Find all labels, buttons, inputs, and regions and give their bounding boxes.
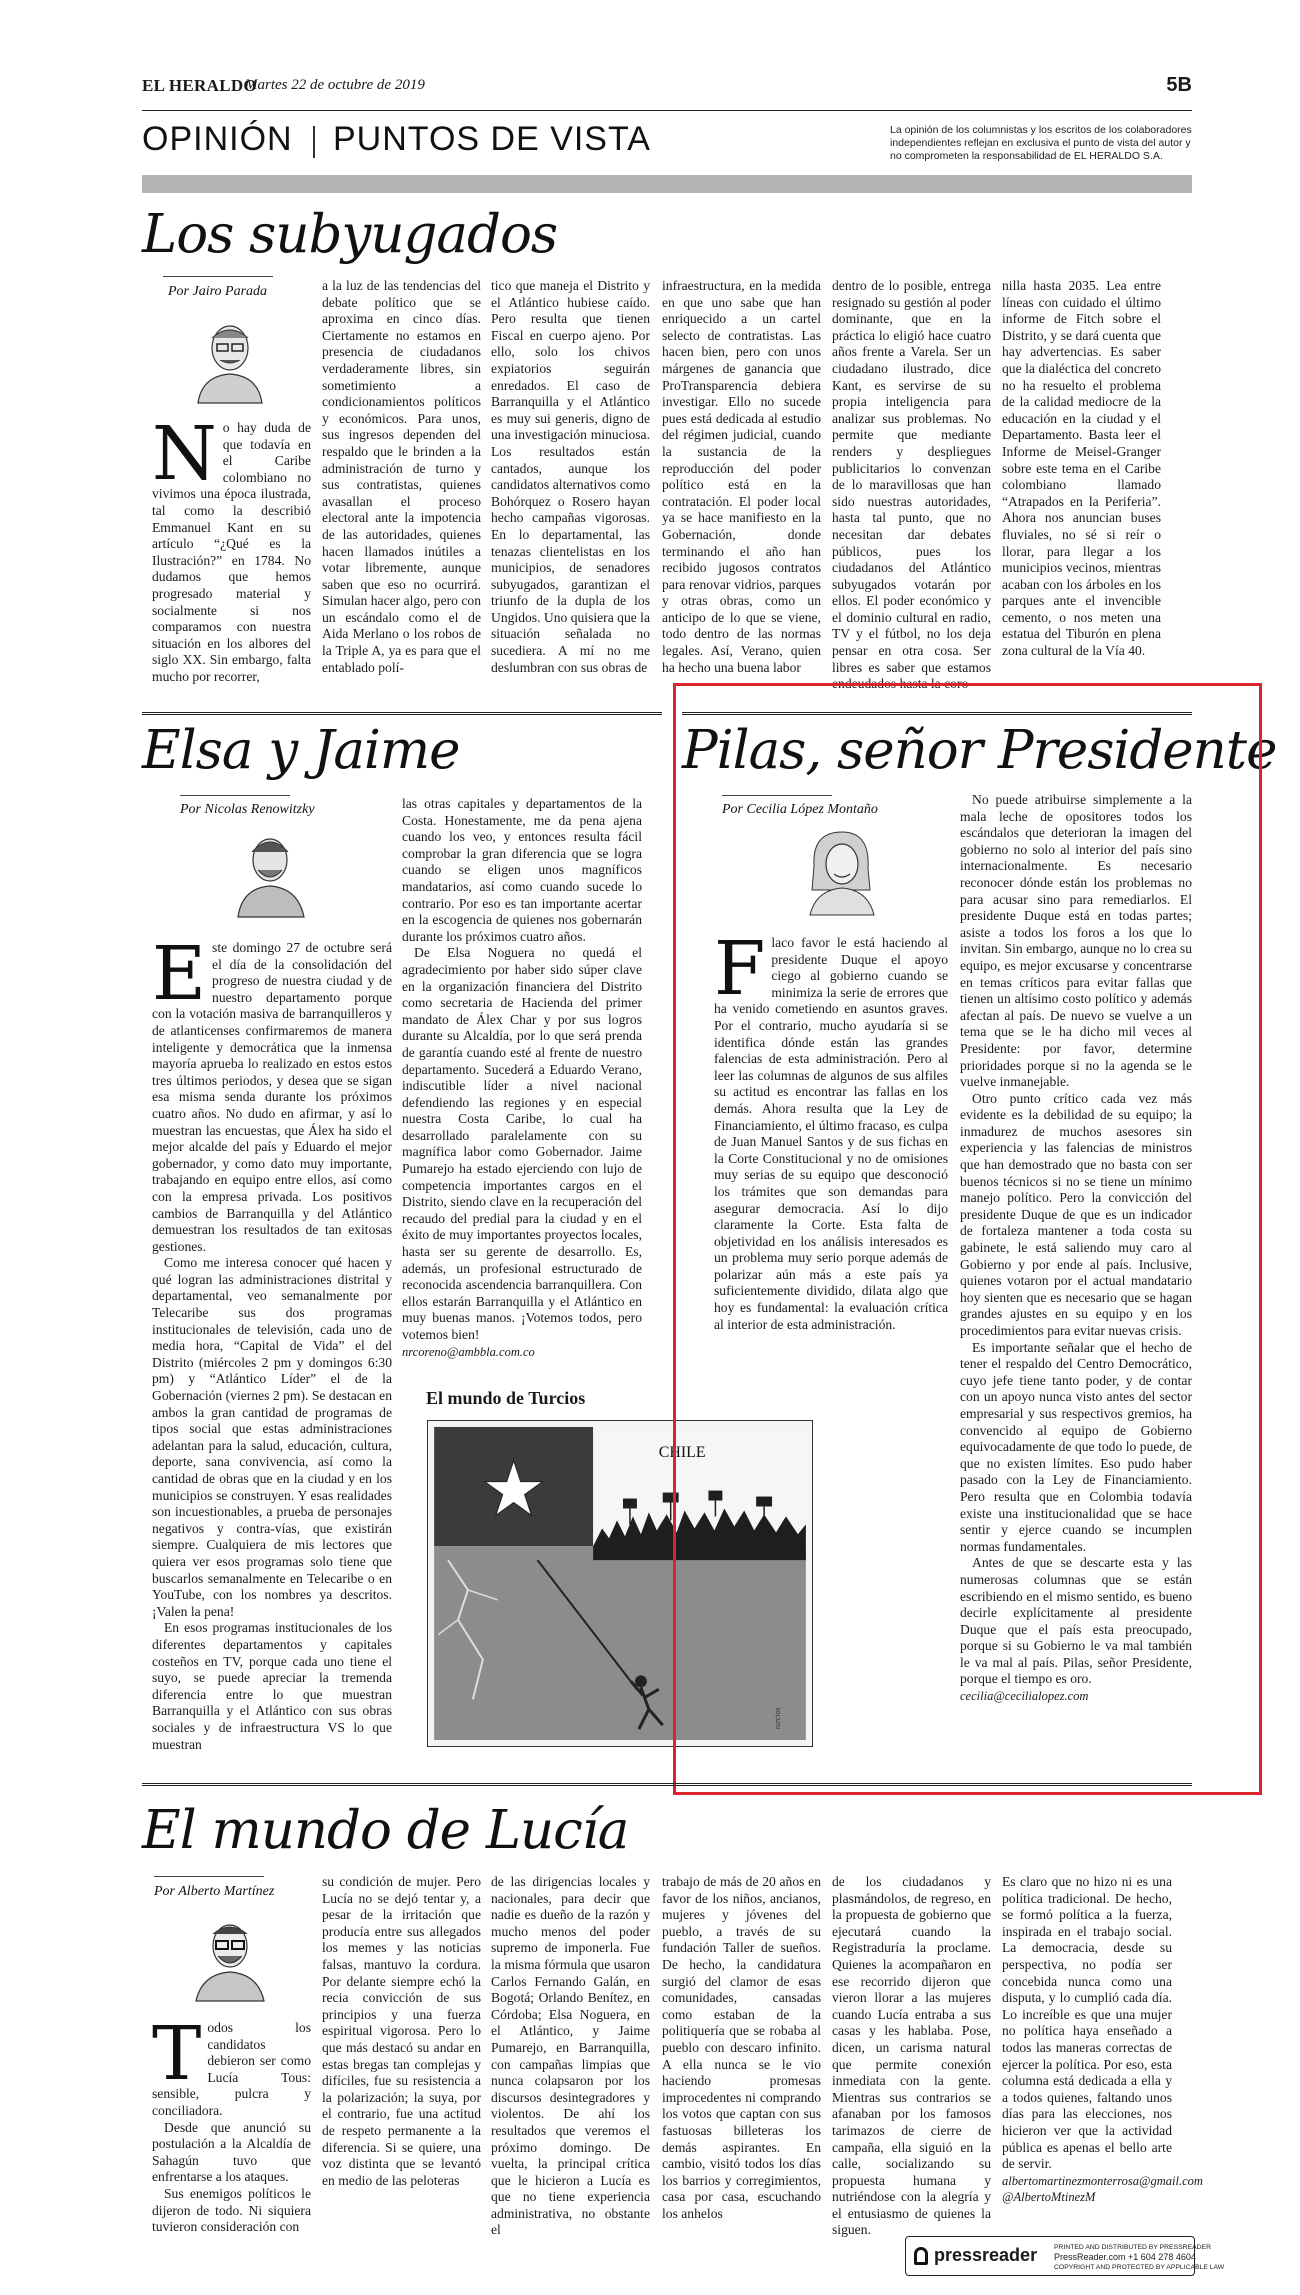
article-byline: Por Nicolas Renowitzky: [180, 802, 315, 817]
article-text-column: [1002, 278, 1161, 710]
paragraph-text: nilla hasta 2035. Lea entre líneas con cuidado el último informe de Fitch sobre el Distrito, y se dará cuenta que hay advertencias. Es saber que la dialéctica del concreto no ha resuelto el problema de la calidad mediocre de la educación en la ciudad y el Departamento. Basta leer el Informe de Meisel-Granger sobre este tema en el Caribe colombiano llamado “Atrapados en la Periferia”. Ahora nos anuncian buses fluviales, no sé si reír o llorar, para llegar a los municipios vecinos, mientras acaban con los árboles en los parques ante el invencible cemento, o nos meten una estatua del Tiburón en plena zona cultural de la Vía 40.: [1002, 278, 1161, 659]
paragraph-text: De Elsa Noguera no quedá el agradecimiento por haber sido súper clave en la organización financiera del Distrito como secretaria de Hacienda del primer mandato de Álex Char y por sus logros durante su Alcaldía, por lo que será prenda de garantía cuando esté al frente de nuestro departamento. Sucederá a Eduardo Verano, indiscutible líder a nivel nacional defendiendo las regiones y en especial nuestra Costa Caribe, lo cual ha desarrollado paralelamente con su magnífica labor como Gobernador. Jaime Pumarejo ha estado ejerciendo con lujo de competencia importantes cargos en el Distrito, siendo clave en la recuperación del recaudo del predial para la ciudad y en el éxito de muy importantes proyectos locales, hasta ser su gerente de desarrollo. Es, además, un profesional estructurado de reconocida ascendencia barranquillera. Con ellos estarán Barranquilla y el Atlántico en muy buenas manos. ¡Votemos todos, pero votemos bien!: [402, 945, 642, 1342]
article-headline-elsa-y-jaime: Elsa y Jaime: [142, 720, 460, 781]
byline-rule: [180, 795, 290, 796]
pressreader-logo-icon: [914, 2247, 928, 2265]
drop-cap: T: [152, 2011, 202, 2097]
article-text-column: [322, 1874, 481, 2278]
author-portrait-nicolas-renowitzky: [222, 822, 322, 917]
article-divider: [142, 1783, 1192, 1786]
article-headline-pilas-senor-presidente: Pilas, señor Presidente: [682, 720, 1277, 781]
article-text-column: [152, 411, 311, 710]
byline-rule: [154, 1876, 264, 1877]
paragraph-text: Otro punto crítico cada vez más evidente es la debilidad de su equipo; la inmadurez de muchos asesores sin experiencia y las falencias de ministros que han demostrado que no basta con ser buenos técnicos si no se tiene un mínimo manejo político. Pero la convicción del presidente Duque de que es un indicador de fortaleza mantener a toda costa su gabinete, le está saliendo muy caro al Gobierno y por ende al país. Inclusive, quienes votaron por el actual mandatario hoy sienten que es necesario que se hagan grandes ajustes en su equipo y en los procedimientos para evitar nuevas crisis.: [960, 1090, 1192, 1338]
paragraph-text: Como me interesa conocer qué hacen y qué logran las administraciones distrital y departamental, veo semanalmente por Telecaribe sus dos programas institucionales de televisión, cada uno de media hora, “Capital de Vida” el del Distrito (miércoles 2 pm y domingos 6:30 pm) y “Atlántico Líder” el de la Gobernación (viernes 2 pm). Se destacan en ambos la gran cantidad de programas de tipos social que estas administraciones adelantan para la salud, educación, cultura, deporte, sana convivencia, así como la cantidad de obras que en la ciudad y en los municipios se construyen. Y esas realidades son incuestionables, a prueba de personajes negativos y contra-vías, que existirán siempre. Cualquiera de mis lectores que quiera ver esos programas solo tiene que buscarlos semanalmente en Telecaribe o en YouTube, con los nombres ya descritos. ¡Valen la pena!: [152, 1255, 392, 1619]
article-headline-los-subyugados: Los subyugados: [142, 204, 558, 265]
pressreader-line2: PressReader.com +1 604 278 4604: [1054, 2252, 1196, 2262]
paragraph-text: Es claro que no hizo ni es una política tradicional. De hecho, se formó política a la fuerza, inspirada en el trabajo social. La democracia, desde su perspectiva, no podía ser concebida nunca como una disputa, y lo cumplió cada día. Lo increíble es que una mujer no política haya enseñado a todos las maneras correctas de ejercer la política. Por eso, esta columna está dedicada a ella y a todos quienes, faltando unos días para las elecciones, nos hicieron ver que la actividad pública es apenas el bello arte de servir.: [1002, 1874, 1172, 2172]
paragraph-text: Antes de que se descarte esta y las numerosas columnas que se están escribiendo en el mismo sentido, es bueno decirle explícitamente al presidente Duque que el país esta preocupado, porque si su Gobierno le va mal también le va mal al país. Pilas, señor Presidente, porque el tiempo es oro.: [960, 1555, 1192, 1687]
article-text-column: [832, 278, 991, 710]
author-portrait-alberto-martinez: [180, 1906, 280, 2001]
pressreader-brand: pressreader: [934, 2245, 1038, 2265]
masthead-rule: [142, 110, 1192, 111]
cartoon-title: El mundo de Turcios: [426, 1388, 586, 1408]
pressreader-line3: COPYRIGHT AND PROTECTED BY APPLICABLE LAW: [1054, 2264, 1225, 2271]
pressreader-badge[interactable]: [905, 2236, 1225, 2276]
drop-cap: E: [152, 931, 207, 1017]
paragraph-text: Es importante señalar que el hecho de tener el respaldo del Centro Democrático, cuyo jefe tiene tanto poder, y de contar con un apoyo nunca visto antes del sector empresarial y sus respectivos gremios, ha convencido al equipo de Gobierno equivocadamente de que todo lo puede, de que no existen límites. Eso pudo haber pasado con la Ley de Financiamiento. Pero resulta que en Colombia todavía existe una institucionalidad que se hace sentir y ejerce cuando se incumplen normas fundamentales.: [960, 1339, 1192, 1554]
article-text-column: [662, 1874, 821, 2278]
paragraph-text: a la luz de las tendencias del debate político que se aproxima en cinco días. Ciertamente no estamos en presencia de ciudadanos verdaderamente libres, sin sometimiento a condicionamientos políticos y económicos. Para unos, sus ingresos dependen del respaldo que le brinden a la administración de turno y sus contratistas, quienes avasallan el proceso electoral ante la impotencia de las autoridades, quienes hacen llamados inútiles a votar libremente, aunque saben que eso no ocurrirá. Simulan hacer algo, pero con un escándalo como el de Aida Merlano o los robos de la Triple A, ya es para que el entablado polí-: [322, 278, 481, 675]
paragraph-text: laco favor le está haciendo al presidente Duque el apoyo ciego al gobierno cuando se minimiza la serie de errores que ha venido cometiendo en asuntos graves. Por el contrario, mucho ayudaría si se identifica dónde están las grandes falencias de esta administración. Pero al leer las columnas de algunos de sus alfiles su actitud es encontrar las fallas en los demás. Ahora resulta que la Ley de Financiamiento, el último fracaso, es culpa de Juan Manuel Santos y de sus fichas en la Corte Constitucional y no de omisiones muy serias de su equipo que desconoció los trámites que son demandas para asegurar democracia. Así lo dijo claramente la Corte. Esta falta de objetividad en los análisis interesados es un problema muy serio porque además de polarizar aún más a este país ya suficientemente dividido, dilata algo que hoy es fundamental: la evaluación crítica al interior de esta administración.: [714, 935, 948, 1332]
paragraph-text: En esos programas institucionales de los diferentes departamentos y capitales costeños en TV, porque cada uno tiene el suyo, se puede apreciar la tremenda diferencia entre lo que muestran Barranquilla y el Atlántico con sus obras sociales y de infraestructura VS lo que muestran: [152, 1620, 392, 1752]
article-text-column: [662, 278, 821, 710]
article-text-column: [491, 278, 650, 710]
paragraph-text: de los ciudadanos y plasmándolos, de regreso, en la propuesta de gobierno que ejecutará cuando la Registraduría la proclame. Quienes la acompañaron en ese recorrido dijeron que vieron llorar a las mujeres cuando Lucía entraba a sus casas y les hablaba. Pose, dicen, un carisma natural que permite conexión inmediata con la gente. Mientras sus contrarios se afanaban por los famosos tarimazos de cierre de campaña, ella siguió en la calle, socializando su propuesta humana y nutriéndose con la alegría y el entusiasmo de quienes la siguen.: [832, 1874, 991, 2238]
article-byline: Por Jairo Parada: [168, 284, 268, 299]
paragraph-text: dentro de lo posible, entrega resignado su gestión al poder dominante, que en la práctica lo eligió hace cuatro años frente a Varela. Ser un ciudadano ilustrado, dice Kant, es servirse de su propia inteligencia para analizar sus problemas. No permite que mediante renders y despliegues publicitarios lo convenzan de lo maravillosas que han sido nuestras autoridades, hasta tal punto, que no necesitan dar debates públicos, pues los ciudadanos del Atlántico subyugados votarán por ellos. El poder económico y el dominio cultural en radio, TV y el fútbol, no los deja pensar en otra cosa. Ser libres es saber que estamos endeudados hasta la coro-: [832, 278, 991, 692]
article-divider: [142, 712, 662, 715]
paragraph-text: las otras capitales y departamentos de la Costa. Honestamente, me da pena ajena cuando los veo, y entonces resulta fácil comprobar la gran diferencia que se logra cuando se eligen unos magníficos mandatarios, así como cuando sucede lo contrario. Por eso es tan importante acertar en la escogencia de quienes nos gobernarán durante los próximos cuatro años.: [402, 796, 642, 944]
article-byline: Por Cecilia López Montaño: [722, 802, 878, 817]
section-subtitle: PUNTOS DE VISTA: [333, 120, 651, 158]
paragraph-text: No puede atribuirse simplemente a la mala leche de opositores todos los escándalos que deterioran la imagen del gobierno no solo al interior del país sino internacionalmente. Es necesario reconocer dónde están los problemas no para acusar sino para remediarlos. El presidente Duque está en todas partes; asiste a todos los foros a los que lo invitan. Sin embargo, aunque no lo crea su equipo, es mejor excusarse y concentrarse en temas críticos para evitar fallas que tienen un altísimo costo político y además afectan al país. De nuevo se vuelve a un tema que se le ha dicho mil veces al Presidente: por favor, determine prioridades porque si no la agenda se le vuelve inmanejable.: [960, 792, 1192, 1090]
article-text-column: [491, 1874, 650, 2278]
paragraph-text: Sus enemigos políticos le dijeron de todo. Ni siquiera tuvieron consideración con: [152, 2185, 311, 2235]
cartoon-label: CHILE: [658, 1443, 706, 1461]
drop-cap: F: [714, 926, 766, 1012]
article-text-column: [402, 796, 642, 1362]
article-byline: Por Alberto Martínez: [154, 1884, 275, 1899]
paragraph-text: ste domingo 27 de octubre será el día de la consolidación del progreso de nuestra ciudad y de nuestro departamento porque con la votación masiva de barranquilleros y de atlanticenses confirmaremos de manera inteligente y democrática que la inmensa mayoría aprueba lo realizado en estos estos tres últimos periodos, y desea que se sigan esa misma senda durante los próximos cuatro años. No dudo en afirmar, y así lo muestran las encuestas, que Álex ha sido el mejor alcalde del país y Eduardo el mejor gobernador, y como dato muy importante, trabajando en equipo entre ellos, así como con la empresa privada. Los positivos cambios de Barranquilla y del Atlántico demuestran los resultados de tan exitosas gestiones.: [152, 940, 392, 1254]
editorial-disclaimer: La opinión de los columnistas y los escritos de los colaboradores independientes reflejan en exclusiva el punto de vista del autor y no comprometen la responsabilidad de EL HERALDO S.A.: [890, 124, 1192, 162]
article-text-column: [322, 278, 481, 710]
author-email[interactable]: nrcoreno@ambbla.com.co: [402, 1344, 535, 1359]
author-email[interactable]: cecilia@cecilialopez.com: [960, 1689, 1089, 1704]
page-number: 5B: [1166, 74, 1192, 96]
article-text-column: [1002, 1874, 1203, 2234]
byline-rule: [163, 276, 273, 277]
paragraph-text: trabajo de más de 20 años en favor de los niños, ancianos, mujeres y jóvenes del pueblo, a través de su fundación Taller de sueños. De hecho, la candidatura surgió del clamor de esas comunidades, cansadas como estaban de la politiquería que se robaba al pueblo con descaro infinito. A ella nunca se le vio haciendo promesas improcedentes ni comprando los votos que captan con sus fastuosas billeteras los demás aspirantes. En cambio, visitó todos los días los barrios y corregimientos, casa por casa, escuchando los anhelos: [662, 1874, 821, 2221]
paragraph-text: Desde que anunció su postulación a la Alcaldía de Sahagún tuvo que enfrentarse a los ataques.: [152, 2119, 311, 2185]
section-band: [142, 175, 1192, 193]
author-email[interactable]: albertomartinezmonterrosa@gmail.com: [1002, 2173, 1203, 2188]
pressreader-line1: PRINTED AND DISTRIBUTED BY PRESSREADER: [1054, 2244, 1211, 2251]
paragraph-text: de las dirigencias locales y nacionales, para decir que nadie es dueño de la razón y mucho menos del poder supremo de imponerla. Fue la misma fórmula que usaron Carlos Fernando Galán, en Bogotá; Orlando Benítez, en Córdoba; Elsa Noguera, en el Atlántico, y Jaime Pumarejo, en Barranquilla, con campañas limpias que nunca colapsaron por los discursos desintegradores y violentos. De ahí los resultados que veremos el próximo domingo. De vuelta, la principal crítica que le hicieron a Lucía es que no tiene experiencia administrativa, no obstante el: [491, 1874, 650, 2238]
article-text-column: [832, 1874, 991, 2278]
author-handle[interactable]: @AlbertoMtinezM: [1002, 2190, 1096, 2205]
section-title: OPINIÓN: [142, 120, 293, 158]
drop-cap: N: [152, 411, 217, 497]
article-headline-el-mundo-de-lucia: El mundo de Lucía: [142, 1800, 629, 1861]
section-divider: [313, 126, 315, 158]
masthead: [142, 74, 1192, 102]
highlight-box: [673, 683, 1262, 1795]
article-text-column: [152, 2011, 311, 2278]
cartoonist-signature: turcios: [773, 1707, 783, 1730]
article-text-column: [152, 931, 392, 1760]
paragraph-text: tico que maneja el Distrito y el Atlántico hubiese caído. Pero resulta que tienen Fiscal en cuerpo ajeno. Por ello, solo los chivos expiatorios seguirán enredados. El caso de Barranquilla y el Atlántico es muy sui generis, digno de una investigación minuciosa. Los resultados están cantados, aunque los candidatos alternativos como Bohórquez o Rosero hayan hecho campañas vigorosas. En lo departamental, las tenazas clientelistas en los municipios, de senadores subyugados, garantizan el triunfo de la dupla de los Ungidos. Uno quisiera que la situación señalada no sucediera. A mí no me deslumbran con sus obras de: [491, 278, 650, 675]
paragraph-text: infraestructura, en la medida en que uno sabe que han enriquecido a un cartel selecto de contratistas. Las hacen bien, pero con unos márgenes de ganancia que ProTransparencia debiera investigar. Ello no sucede pues está dedicada al estudio del régimen judicial, cuando la sustancia de la reproducción del poder político está en la contratación. El poder local ya se hace manifiesto en la Gobernación, donde terminando el año han recibido jugosos contratos para renovar vidrios, parques y otras obras, como un anticipo de lo que se viene, todo dentro de las normas legales. Así, Verano, quien ha hecho una buena labor: [662, 278, 821, 675]
paragraph-text: o hay duda de que todavía en el Caribe colombiano no vivimos una época ilustrada, tal como la describió Emmanuel Kant en su artículo “¿Qué es la Ilustración?” en 1784. No dudamos que hemos progresado material y socialmente si nos comparamos con nuestra situación en los albores del siglo XX. Sin embargo, falta mucho por recorrer,: [152, 420, 311, 684]
issue-date: Martes 22 de octubre de 2019: [245, 77, 425, 93]
paragraph-text: su condición de mujer. Pero Lucía no se dejó tentar y, a pesar de la irritación que producía entre sus allegados los memes y las noticias falsas, mantuvo la cordura. Por delante siempre echó la recia convicción de sus principios y una fuerza espiritual vigorosa. Pero lo que más destacó su andar en estas bregas tan complejas y difíciles, fue su resistencia a la polarización; la suya, por el contrario, fue una actitud de respeto permanente a la diferencia. Si se quiere, una voz distinta que se levantó en medio de las peloteras: [322, 1874, 481, 2188]
newspaper-name: EL HERALDO: [142, 76, 257, 95]
author-portrait-jairo-parada: [180, 308, 280, 403]
paragraph-text: odos los candidatos debieron ser como Lucía Tous: sensible, pulcra y conciliadora.: [152, 2020, 311, 2118]
